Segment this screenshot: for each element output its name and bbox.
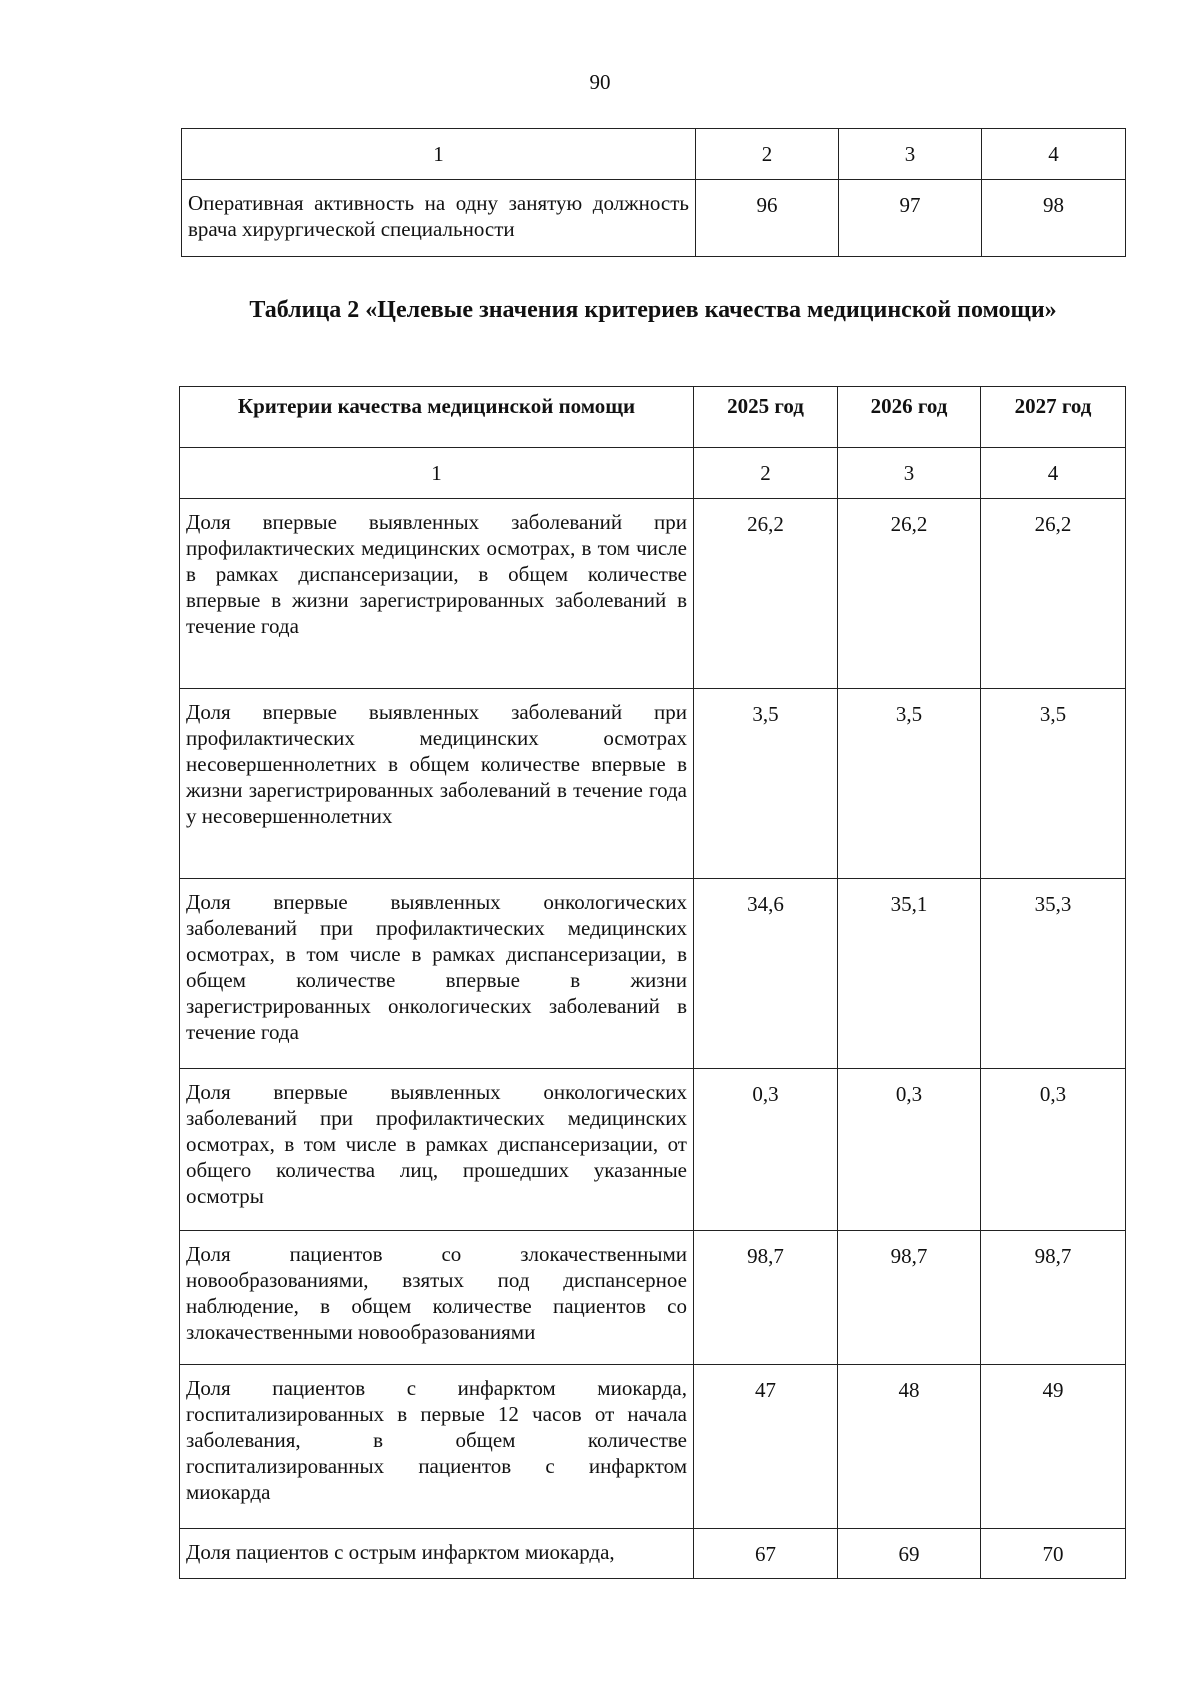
value-2027-cell: 98	[982, 180, 1126, 257]
table-header-row	[182, 129, 1126, 180]
column-number: 4	[982, 129, 1126, 180]
page-number: 90	[589, 70, 611, 94]
value-2027-cell: 49	[981, 1365, 1126, 1529]
value-2026-cell: 69	[838, 1529, 981, 1579]
column-number: 4	[981, 448, 1126, 499]
table-row	[180, 689, 1126, 879]
column-number: 3	[839, 129, 982, 180]
criterion-cell: Доля пациентов со злокачественными новообразованиями, взятых под диспансерное наблюдение, в общем количестве пациентов со злокачественными новообразованиями	[180, 1231, 694, 1365]
criterion-cell: Доля впервые выявленных онкологических заболеваний при профилактических медицинских осмотрах, в том числе в рамках диспансеризации, от общего количества лиц, прошедших указанные осмотры	[180, 1069, 694, 1231]
criterion-cell: Доля впервые выявленных заболеваний при профилактических медицинских осмотрах несовершеннолетних в общем количестве впервые в жизни зарегистрированных заболеваний в течение года у несовершеннолетних	[180, 689, 694, 879]
column-number: 2	[696, 129, 839, 180]
value-2027-cell: 26,2	[981, 499, 1126, 689]
column-numbers-row	[180, 448, 1126, 499]
table-title: Таблица 2 «Целевые значения критериев качества медицинской помощи»	[249, 297, 1057, 323]
column-number: 1	[180, 448, 694, 499]
quality-criteria-table	[179, 386, 1126, 1579]
continued-table	[181, 128, 1126, 257]
table-header-row	[180, 387, 1126, 448]
value-2026-cell: 0,3	[838, 1069, 981, 1231]
value-2026-cell: 48	[838, 1365, 981, 1529]
value-2025-cell: 67	[694, 1529, 838, 1579]
value-2025-cell: 98,7	[694, 1231, 838, 1365]
criterion-cell: Доля впервые выявленных онкологических заболеваний при профилактических медицинских осмотрах, в том числе в рамках диспансеризации, в общем количестве впервые в жизни зарегистрированных онкологических заболеваний в течение года	[180, 879, 694, 1069]
value-2025-cell: 0,3	[694, 1069, 838, 1231]
column-number: 3	[838, 448, 981, 499]
criterion-cell: Доля впервые выявленных заболеваний при профилактических медицинских осмотрах, в том числе в рамках диспансеризации, в общем количестве впервые в жизни зарегистрированных заболеваний в течение года	[180, 499, 694, 689]
value-2025-cell: 34,6	[694, 879, 838, 1069]
column-number: 2	[694, 448, 838, 499]
table-row	[180, 1365, 1126, 1529]
table-row	[182, 180, 1126, 257]
value-2025-cell: 47	[694, 1365, 838, 1529]
value-2025-cell: 96	[696, 180, 839, 257]
year-2026-header: 2026 год	[838, 387, 981, 448]
table-row	[180, 1529, 1126, 1579]
table-row	[180, 1231, 1126, 1365]
table-row	[180, 879, 1126, 1069]
value-2026-cell: 26,2	[838, 499, 981, 689]
value-2026-cell: 35,1	[838, 879, 981, 1069]
value-2027-cell: 98,7	[981, 1231, 1126, 1365]
criteria-header: Критерии качества медицинской помощи	[180, 387, 694, 448]
value-2025-cell: 3,5	[694, 689, 838, 879]
value-2026-cell: 3,5	[838, 689, 981, 879]
value-2025-cell: 26,2	[694, 499, 838, 689]
value-2026-cell: 98,7	[838, 1231, 981, 1365]
criterion-cell: Доля пациентов с инфарктом миокарда, госпитализированных в первые 12 часов от начала заболевания, в общем количестве госпитализированных пациентов с инфарктом миокарда	[180, 1365, 694, 1529]
value-2027-cell: 70	[981, 1529, 1126, 1579]
value-2027-cell: 3,5	[981, 689, 1126, 879]
year-2027-header: 2027 год	[981, 387, 1126, 448]
table-row	[180, 499, 1126, 689]
criterion-cell: Доля пациентов с острым инфарктом миокарда,	[180, 1529, 694, 1579]
value-2027-cell: 35,3	[981, 879, 1126, 1069]
criterion-cell: Оперативная активность на одну занятую должность врача хирургической специальности	[182, 180, 696, 257]
value-2027-cell: 0,3	[981, 1069, 1126, 1231]
column-number: 1	[182, 129, 696, 180]
value-2026-cell: 97	[839, 180, 982, 257]
table-row	[180, 1069, 1126, 1231]
year-2025-header: 2025 год	[694, 387, 838, 448]
